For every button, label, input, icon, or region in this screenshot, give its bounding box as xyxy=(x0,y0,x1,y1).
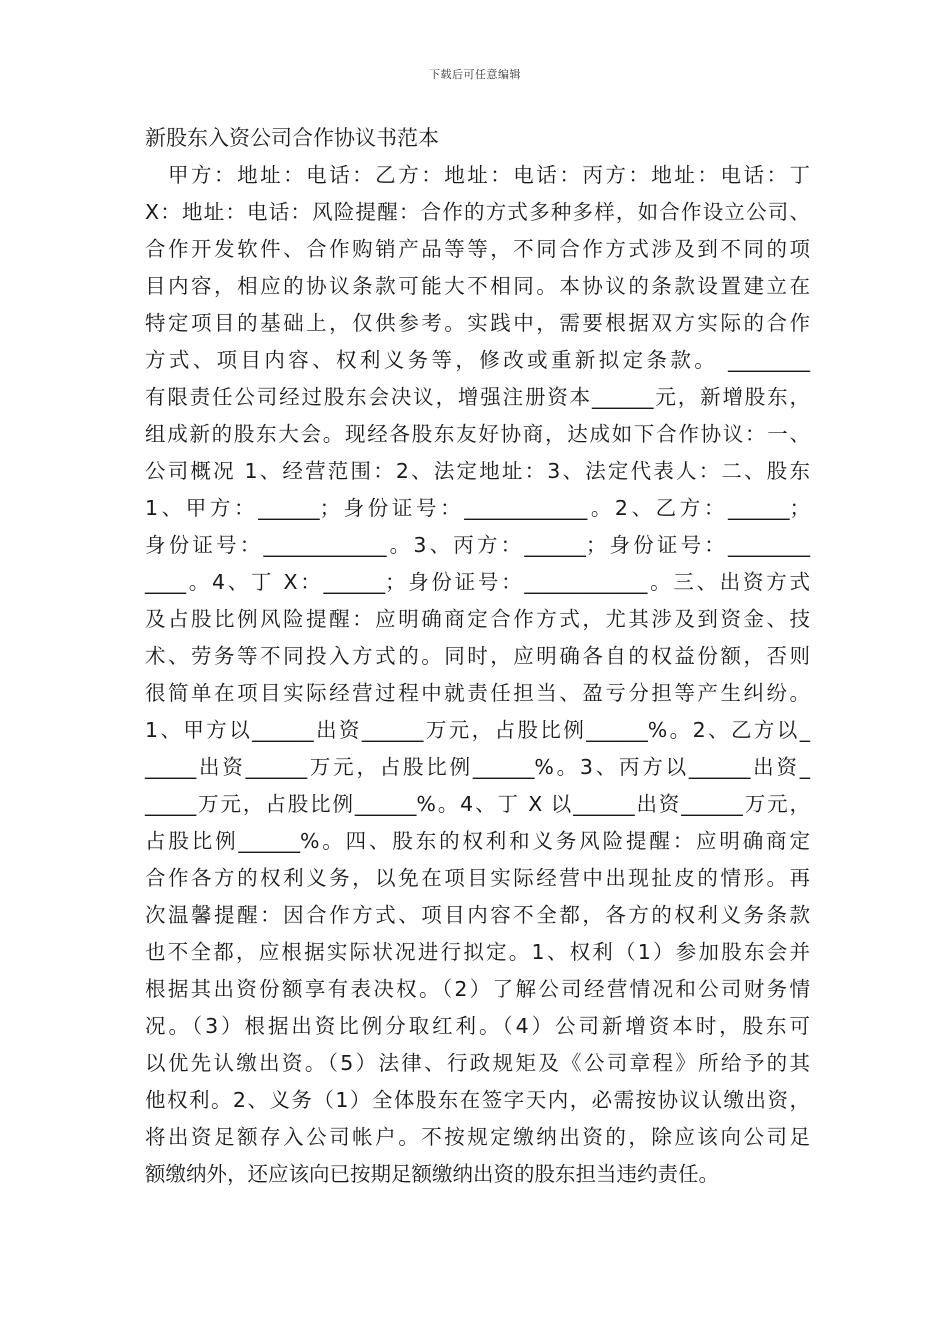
body-line: 及占股比例风险提醒：应明确商定合作方式，尤其涉及到资金、技 xyxy=(145,607,810,631)
body-line: 公司概况 1、经营范围：2、法定地址：3、法定代表人：二、股东 xyxy=(145,459,810,483)
body-line: 也不全都，应根据实际状况进行拟定。1、权利（1）参加股东会并 xyxy=(145,940,810,964)
body-line: 有限责任公司经过股东会决议，增强注册资本______元，新增股东， xyxy=(145,385,810,409)
body-line: 目内容，相应的协议条款可能大不相同。本协议的条款设置建立在 xyxy=(145,274,810,298)
body-line: 根据其出资份额享有表决权。（2）了解公司经营情况和公司财务情 xyxy=(145,977,810,1001)
body-line: 况。（3）根据出资比例分取红利。（4）公司新增资本时，股东可 xyxy=(145,1014,810,1038)
body-line: 合作各方的权利义务，以免在项目实际经营中出现扯皮的情形。再 xyxy=(145,866,810,890)
document-title: 新股东入资公司合作协议书范本 xyxy=(145,126,439,150)
body-line: 额缴纳外，还应该向已按期足额缴纳出资的股东担当违约责任。 xyxy=(145,1162,719,1186)
body-line: 占股比例______%。四、股东的权利和义务风险提醒：应明确商定 xyxy=(145,829,810,853)
body-line: 组成新的股东大会。现经各股东友好协商，达成如下合作协议：一、 xyxy=(145,422,810,446)
body-line: 方式、项目内容、权利义务等，修改或重新拟定条款。 ________ xyxy=(145,348,810,372)
body-line: X：地址：电话：风险提醒：合作的方式多种多样，如合作设立公司、 xyxy=(145,200,810,224)
body-line: _____万元，占股比例______%。4、丁 X 以______出资______万元， xyxy=(145,792,810,816)
body-line: 将出资足额存入公司帐户。不按规定缴纳出资的，除应该向公司足 xyxy=(145,1125,810,1149)
body-line: 合作开发软件、合作购销产品等等，不同合作方式涉及到不同的项 xyxy=(145,237,810,261)
body-line: 1、甲方：______；身份证号：____________。2、乙方：______； xyxy=(145,496,810,520)
body-line: 以优先认缴出资。（5）法律、行政规矩及《公司章程》所给予的其 xyxy=(145,1051,810,1075)
body-line: _____出资______万元，占股比例______%。3、丙方以______出资_ xyxy=(145,755,810,779)
body-line: ____。4、丁 X：______；身份证号：____________。三、出资方式 xyxy=(145,570,810,594)
body-line: 1、甲方以______出资______万元，占股比例______%。2、乙方以_ xyxy=(145,718,810,742)
body-line: 术、劳务等不同投入方式的。同时，应明确各自的权益份额，否则 xyxy=(145,644,810,668)
page-header: 下载后可任意编辑 xyxy=(429,68,521,81)
body-line: 很简单在项目实际经营过程中就责任担当、盈亏分担等产生纠纷。 xyxy=(145,681,810,705)
body-line: 特定项目的基础上，仅供参考。实践中，需要根据双方实际的合作 xyxy=(145,311,810,335)
body-line: 甲方：地址：电话：乙方：地址：电话：丙方：地址：电话：丁 xyxy=(145,163,810,187)
body-line: 次温馨提醒：因合作方式、项目内容不全都，各方的权利义务条款 xyxy=(145,903,810,927)
body-line: 他权利。2、义务（1）全体股东在签字天内，必需按协议认缴出资， xyxy=(145,1088,810,1112)
body-line: 身份证号：____________。3、丙方：______；身份证号：________ xyxy=(145,533,810,557)
document-body xyxy=(145,157,810,1193)
